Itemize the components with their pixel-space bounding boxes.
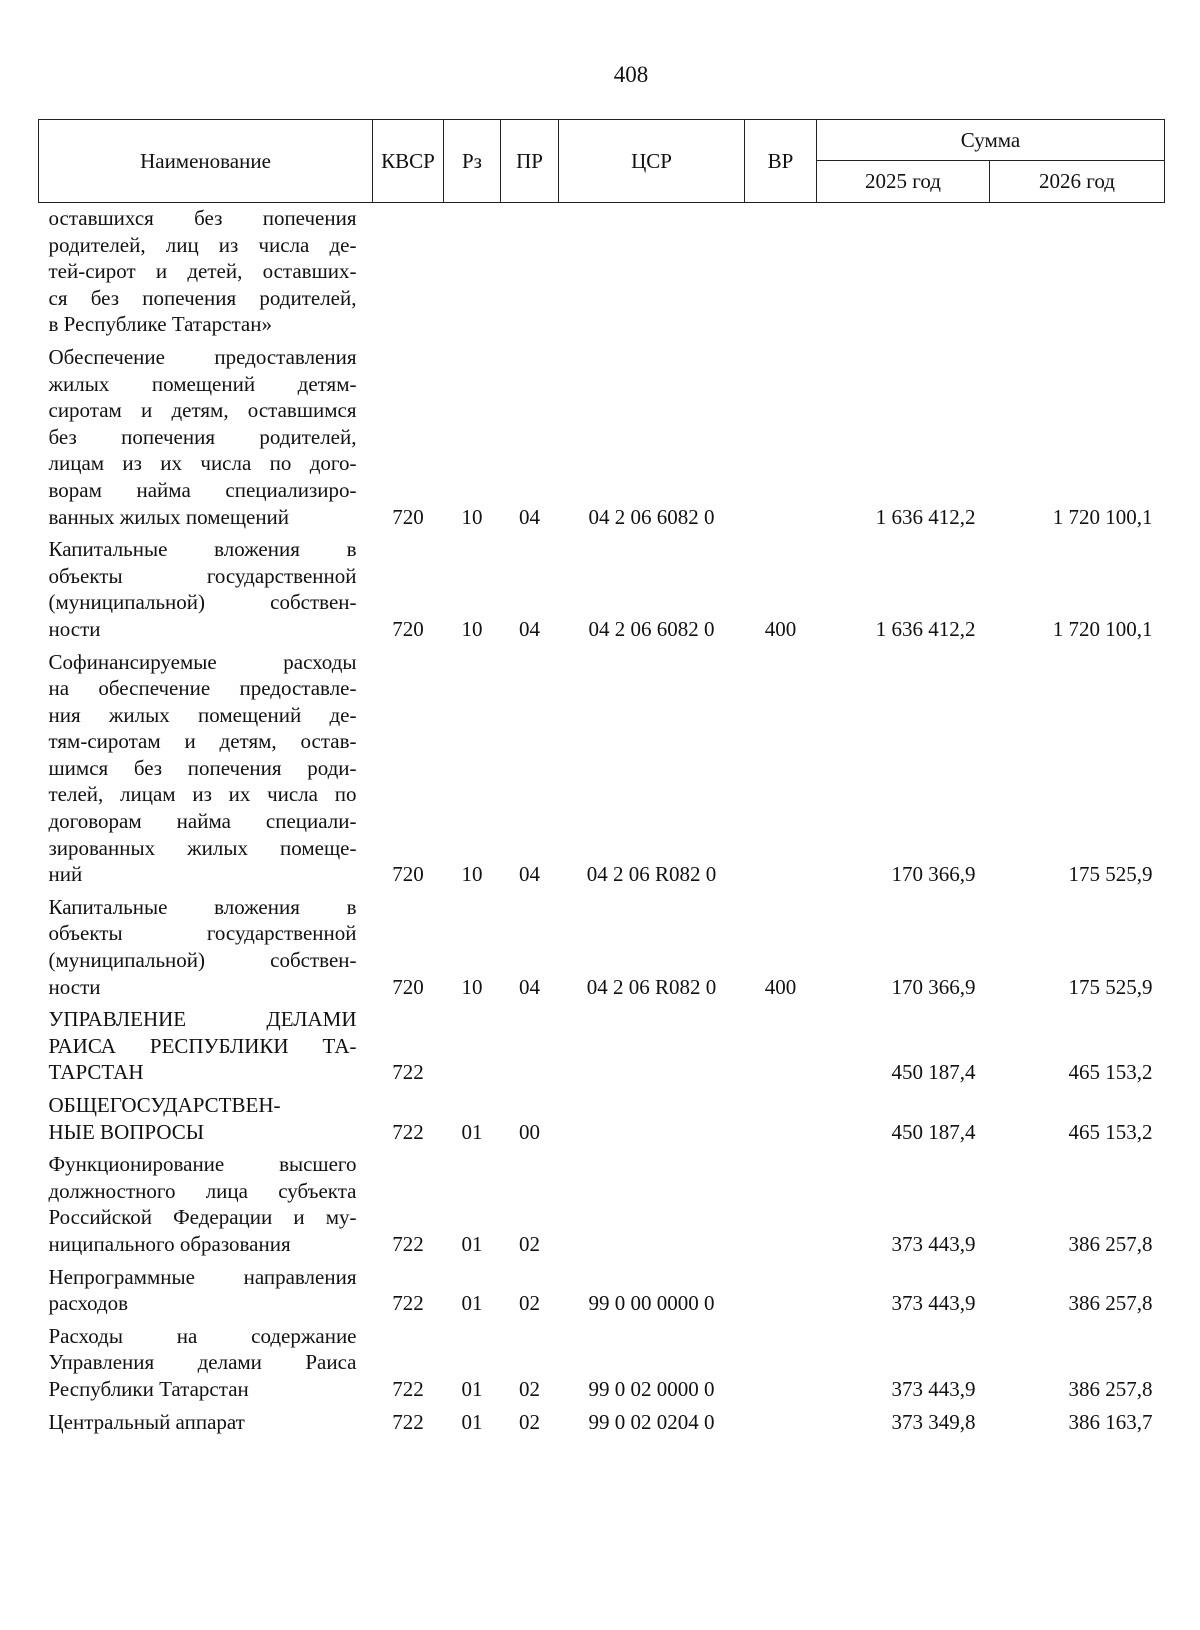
cell-sum-2025: 1 636 412,2: [875, 504, 976, 529]
cell-csr: 04 2 06 6082 0: [588, 504, 715, 529]
name-line: ОБЩЕГОСУДАРСТВЕН-: [48, 1093, 281, 1117]
name-line: Российской Федерации и му-: [48, 1205, 357, 1230]
name-line: ворам найма специализиро-: [48, 477, 357, 502]
cell-vr: [745, 1264, 817, 1323]
cell-vr: [745, 1409, 817, 1442]
cell-csr: 04 2 06 R082 0: [586, 974, 717, 999]
cell-sum-2026: 1 720 100,1: [1052, 504, 1153, 529]
table-header: [39, 120, 1165, 203]
cell-pr: 04: [519, 974, 540, 999]
name-line: НЫЕ ВОПРОСЫ: [48, 1119, 205, 1144]
cell-kvsr: 722: [392, 1376, 424, 1401]
name-line: ности: [48, 616, 101, 641]
cell-name: [39, 203, 373, 344]
name-line: без попечения родителей,: [48, 424, 357, 449]
cell-name: [39, 1092, 373, 1151]
cell-pr: 02: [519, 1409, 540, 1434]
name-line: должностного лица субъекта: [48, 1178, 357, 1203]
cell-rz: 10: [461, 862, 483, 887]
header-year-2026: 2026 год: [990, 161, 1165, 203]
cell-rz: 01: [461, 1291, 483, 1316]
name-line: тям-сиротам и детям, остав-: [48, 729, 357, 754]
table-row: [39, 203, 1165, 344]
name-line: лицам из их числа по дого-: [48, 451, 357, 476]
header-rz: Рз: [444, 120, 501, 203]
header-year-2025: 2025 год: [817, 161, 990, 203]
name-line: на обеспечение предоставле-: [48, 676, 357, 701]
name-line: расходов: [48, 1291, 129, 1316]
name-line: Расходы на содержание: [48, 1323, 357, 1348]
cell-rz: 01: [461, 1231, 483, 1256]
cell-sum-2026: 465 153,2: [1068, 1060, 1153, 1085]
cell-vr: [745, 1092, 817, 1151]
name-line: ности: [48, 974, 101, 999]
table-row: [39, 1006, 1165, 1092]
name-line: (муниципальной) собствен-: [48, 948, 357, 973]
name-line: Обеспечение предоставления: [48, 344, 357, 369]
cell-kvsr: 720: [392, 504, 424, 529]
cell-rz: 10: [461, 616, 483, 641]
name-line: Центральный аппарат: [48, 1409, 245, 1434]
cell-sum-2025: 450 187,4: [891, 1119, 976, 1144]
cell-vr: 400: [764, 974, 797, 999]
name-line: (муниципальной) собствен-: [48, 590, 357, 615]
cell-pr: 04: [519, 862, 540, 887]
cell-csr: 99 0 02 0000 0: [588, 1376, 715, 1401]
header-kvsr: КВСР: [373, 120, 444, 203]
cell-name: [39, 649, 373, 894]
cell-pr: [501, 1006, 559, 1092]
cell-sum-2026: [990, 203, 1165, 344]
name-line: в Республике Татарстан»: [48, 312, 272, 337]
cell-rz: 01: [461, 1376, 483, 1401]
cell-rz: [444, 1006, 501, 1092]
name-line: ний: [48, 862, 83, 887]
name-line: ся без попечения родителей,: [48, 285, 357, 310]
cell-pr: [501, 203, 559, 344]
cell-kvsr: 720: [392, 616, 424, 641]
cell-vr: 400: [764, 616, 797, 641]
cell-pr: 04: [519, 616, 540, 641]
name-line: ниципального образования: [48, 1231, 291, 1256]
cell-name: [39, 1151, 373, 1263]
budget-table: [38, 119, 1165, 1441]
table-row: [39, 344, 1165, 536]
name-line: шимся без попечения роди-: [48, 755, 357, 780]
name-line: сиротам и детям, оставшимся: [48, 398, 357, 423]
cell-name: [39, 344, 373, 536]
table-row: [39, 649, 1165, 894]
name-line: Капитальные вложения в: [48, 537, 357, 562]
cell-kvsr: 722: [392, 1231, 424, 1256]
name-line: Республики Татарстан: [48, 1376, 249, 1401]
cell-name: [39, 1409, 373, 1442]
cell-vr: [745, 1151, 817, 1263]
cell-pr: 00: [519, 1119, 540, 1144]
cell-name: [39, 1264, 373, 1323]
name-line: УПРАВЛЕНИЕ ДЕЛАМИ: [48, 1007, 357, 1032]
cell-pr: 02: [519, 1291, 540, 1316]
cell-sum-2025: 450 187,4: [891, 1060, 976, 1085]
cell-csr: 99 0 02 0204 0: [588, 1409, 715, 1434]
name-line: родителей, лиц из числа де-: [48, 232, 357, 257]
header-vr: ВР: [745, 120, 817, 203]
cell-sum-2025: 373 443,9: [891, 1291, 976, 1316]
cell-sum-2026: 465 153,2: [1068, 1119, 1153, 1144]
header-csr: ЦСР: [559, 120, 745, 203]
cell-sum-2025: 170 366,9: [891, 974, 976, 999]
cell-pr: 02: [519, 1376, 540, 1401]
cell-csr: [559, 1092, 745, 1151]
cell-rz: 10: [461, 504, 483, 529]
cell-kvsr: 720: [392, 974, 424, 999]
cell-name: [39, 536, 373, 648]
cell-name: [39, 1006, 373, 1092]
name-line: РАИСА РЕСПУБЛИКИ ТА-: [48, 1033, 357, 1058]
cell-csr: [559, 1006, 745, 1092]
name-line: Софинансируемые расходы: [48, 649, 357, 674]
cell-vr: [745, 1323, 817, 1409]
cell-kvsr: 720: [392, 862, 424, 887]
cell-kvsr: [373, 203, 444, 344]
cell-sum-2025: 170 366,9: [891, 862, 976, 887]
cell-sum-2026: 386 257,8: [1068, 1291, 1153, 1316]
table-row: [39, 1264, 1165, 1323]
cell-sum-2025: 1 636 412,2: [875, 616, 976, 641]
table-row: [39, 1092, 1165, 1151]
cell-sum-2025: [817, 203, 990, 344]
name-line: ТАРСТАН: [48, 1060, 144, 1085]
cell-csr: 99 0 00 0000 0: [588, 1291, 715, 1316]
cell-kvsr: 722: [392, 1060, 424, 1085]
name-line: жилых помещений детям-: [48, 371, 357, 396]
cell-csr: [559, 203, 745, 344]
cell-vr: [745, 344, 817, 536]
cell-name: [39, 894, 373, 1006]
name-line: Функционирование высшего: [48, 1152, 357, 1177]
cell-vr: [745, 649, 817, 894]
cell-pr: 02: [519, 1231, 540, 1256]
cell-sum-2026: 1 720 100,1: [1052, 616, 1153, 641]
page-number: 408: [613, 62, 649, 87]
cell-sum-2025: 373 443,9: [891, 1376, 976, 1401]
cell-kvsr: 722: [392, 1409, 424, 1434]
cell-sum-2026: 386 257,8: [1068, 1376, 1153, 1401]
header-sum: Сумма: [817, 120, 1165, 161]
name-line: Управления делами Раиса: [48, 1350, 357, 1375]
name-line: телей, лицам из их числа по: [48, 782, 357, 807]
table-row: [39, 1409, 1165, 1442]
name-line: оставшихся без попечения: [48, 206, 357, 230]
cell-vr: [745, 1006, 817, 1092]
name-line: ния жилых помещений де-: [48, 702, 357, 727]
table-row: [39, 1323, 1165, 1409]
name-line: тей-сирот и детей, оставших-: [48, 259, 357, 284]
cell-name: [39, 1323, 373, 1409]
cell-rz: 01: [461, 1409, 483, 1434]
cell-csr: [559, 1151, 745, 1263]
cell-csr: 04 2 06 6082 0: [588, 616, 715, 641]
header-name: Наименование: [39, 120, 373, 203]
cell-sum-2026: 386 257,8: [1068, 1231, 1153, 1256]
cell-rz: 10: [461, 974, 483, 999]
cell-vr: [745, 203, 817, 344]
name-line: договорам найма специали-: [48, 809, 357, 834]
cell-csr: 04 2 06 R082 0: [586, 862, 717, 887]
header-pr: ПР: [501, 120, 559, 203]
cell-sum-2025: 373 349,8: [891, 1409, 976, 1434]
cell-kvsr: 722: [392, 1119, 424, 1144]
cell-rz: [444, 203, 501, 344]
table-row: [39, 894, 1165, 1006]
cell-sum-2026: 175 525,9: [1068, 974, 1153, 999]
cell-rz: 01: [461, 1119, 483, 1144]
cell-kvsr: 722: [392, 1291, 424, 1316]
cell-sum-2026: 386 163,7: [1068, 1409, 1153, 1434]
cell-sum-2025: 373 443,9: [891, 1231, 976, 1256]
name-line: Непрограммные направления: [48, 1264, 357, 1289]
name-line: зированных жилых помеще-: [48, 835, 357, 860]
name-line: Капитальные вложения в: [48, 894, 357, 919]
name-line: ванных жилых помещений: [48, 504, 290, 529]
table-row: [39, 1151, 1165, 1263]
name-line: объекты государственной: [48, 921, 357, 946]
table-row: [39, 536, 1165, 648]
table-body: [39, 203, 1165, 1442]
cell-sum-2026: 175 525,9: [1068, 862, 1153, 887]
cell-pr: 04: [519, 504, 540, 529]
name-line: объекты государственной: [48, 563, 357, 588]
